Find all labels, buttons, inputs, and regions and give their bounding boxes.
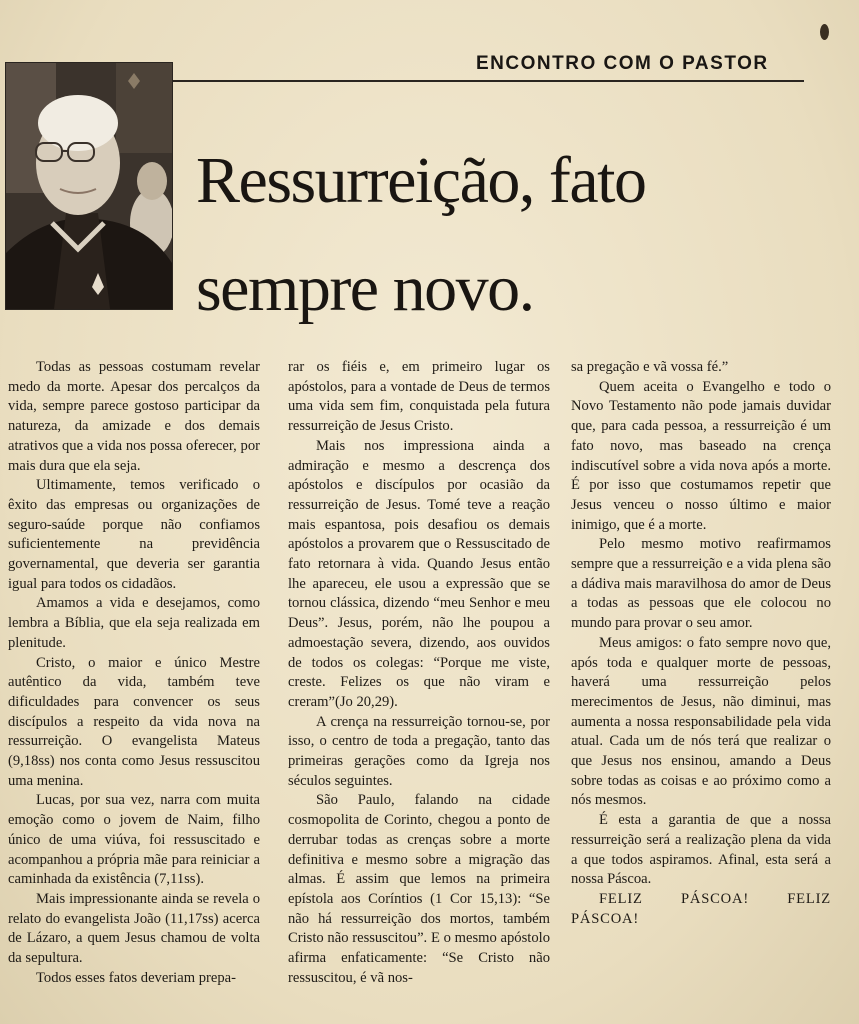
article-paragraph: rar os fiéis e, em primeiro lugar os apóstolos, para a vontade de Deus de termos uma vida sem fim, conquistada pela futura ressurreição de Jesus Cristo. bbox=[288, 359, 550, 435]
article-paragraph: Mais impressionante ainda se revela o relato do evangelista João (11,17ss) acerca de Lázaro, a quem Jesus chamou de volta da sepultura. bbox=[8, 890, 260, 967]
headline bbox=[196, 127, 836, 343]
article-paragraph: Quem aceita o Evangelho e todo o Novo Testamento não pode jamais duvidar que, para cada pessoa, a ressurreição é um fato novo, mas baseado na crença indiscutível sobre a vida nova após a morte. É por isso que costumamos repetir que Jesus venceu o nosso último e maior inimigo, que é a morte. bbox=[571, 378, 831, 533]
article-paragraph: Ultimamente, temos verificado o êxito das empresas ou organizações de seguro-saúde porque não confiamos suficientemente na previdência governamental, que deveria ser garantia igual para todos os cidadãos. bbox=[8, 477, 260, 592]
article-paragraph: FELIZ PÁSCOA! FELIZ PÁSCOA! bbox=[571, 890, 831, 927]
article-paragraph: Todos esses fatos deveriam prepa- bbox=[36, 969, 236, 986]
article-paragraph: Todas as pessoas costumam revelar medo da morte. Apesar dos percalços da vida, sempre parece gostoso participar da natureza, da amizade e dos demais atrativos que a vida nos possa oferecer, por mais dura que ela seja. bbox=[8, 359, 260, 474]
article-paragraph: É esta a garantia de que a nossa ressurreição será a realização plena da vida a que todos aspiramos. Afinal, esta será a nossa Páscoa. bbox=[571, 812, 831, 888]
article-paragraph: Lucas, por sua vez, narra com muita emoção como o jovem de Naim, filho único de uma viúva, foi ressuscitado e acompanhou a própria mãe para reiniciar a caminhada da existência (7,11ss). bbox=[8, 792, 260, 888]
article-paragraph: São Paulo, falando na cidade cosmopolita de Corinto, chegou a ponto de derrubar todas as crenças sobre a morte definitiva e mesmo sobre a migração das almas. É assim que lemos na primeira epístola aos Coríntios (1 Cor 15,13): “Se não há ressurreição dos mortos, também Cristo não ressuscitou”. E o mesmo apóstolo afirma enfaticamente: “Se Cristo não ressuscitou, é vã nos- bbox=[288, 792, 550, 986]
ink-spot bbox=[820, 24, 829, 40]
article-paragraph: Amamos a vida e desejamos, como lembra a Bíblia, que ela seja realizada em plenitude. bbox=[8, 595, 260, 651]
article-paragraph: Mais nos impressiona ainda a admiração e mesmo a descrença dos apóstolos e discípulos por ocasião da ressurreição de Jesus. Tomé teve a reação mais espantosa, pois desafiou os demais apóstolos a provarem que o Ressuscitado de fato retornara à vida. Quando Jesus então lhe apareceu, ele usou a expressão que se tornou clássica, dizendo “meu Senhor e meu Deus”. Jesus, porém, não lhe poupou a admoestação severa, dizendo, aos ouvidos de todos os colegas: “Porque me viste, creste. Felizes os que não viram e creram”(Jo 20,29). bbox=[288, 437, 550, 710]
article-paragraph: Meus amigos: o fato sempre novo que, após toda e qualquer morte de pessoas, haverá uma ressurreição pelos merecimentos de Jesus, não diminui, mas aumenta a nossa responsabilidade pela vida atual. Cada um de nós terá que realizar o que Jesus nos ensinou, amando a Deus sobre todas as coisas e ao próximo como a nós mesmos. bbox=[571, 634, 831, 809]
headline-line-2: sempre novo. bbox=[196, 252, 534, 325]
pastor-photo bbox=[5, 62, 173, 310]
text-column-1 bbox=[8, 358, 260, 989]
article-paragraph: sa pregação e vã vossa fé.” bbox=[571, 359, 729, 375]
article-paragraph: A crença na ressurreição tornou-se, por isso, o centro de toda a pregação, tanto das primeiras gerações como da Igreja nos séculos seguintes. bbox=[288, 713, 550, 789]
headline-line-1: Ressurreição, fato bbox=[196, 144, 646, 217]
section-rule bbox=[172, 80, 804, 82]
text-column-3 bbox=[571, 358, 831, 929]
text-column-2 bbox=[288, 358, 550, 989]
pastor-portrait-image bbox=[6, 63, 172, 309]
article-paragraph: Pelo mesmo motivo reafirmamos sempre que a ressurreição e a vida plena são a dádiva mais maravilhosa do amor de Deus a todas as pessoas que ele colocou no mundo para provar o seu amor. bbox=[571, 536, 831, 632]
article-paragraph: Cristo, o maior e único Mestre autêntico da vida, também teve dificuldades para convencer os seus discípulos a respeito da vida nova na ressurreição. O evangelista Mateus (9,18ss) nos conta como Jesus ressuscitou uma menina. bbox=[8, 654, 260, 789]
section-title: ENCONTRO COM O PASTOR bbox=[476, 53, 769, 74]
